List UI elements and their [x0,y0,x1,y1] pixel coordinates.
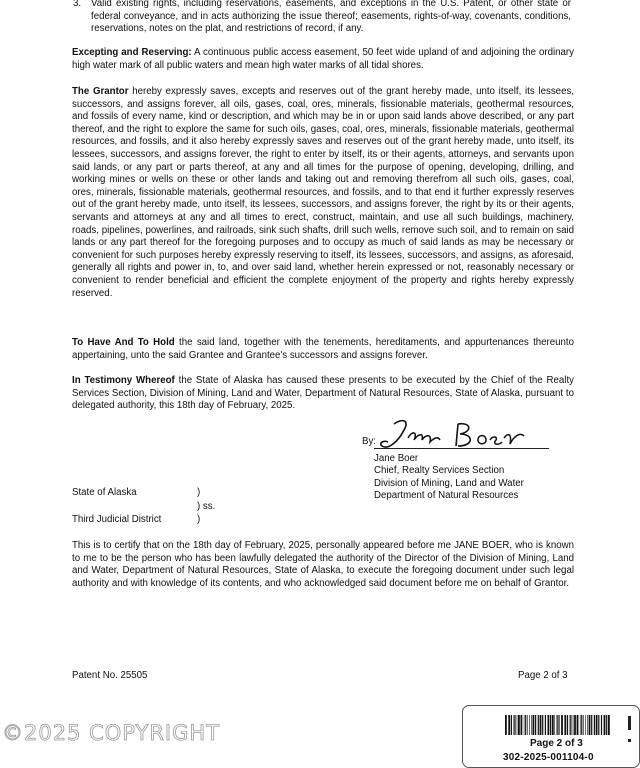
certification-paragraph: This is to certify that on the 18th day of February, 2025, personally appeared before me JANE BOER, who is known to me to be the person who has been lawfully delegated the authority of the Director of the Division of Mining, Land and Water, Department of Natural Resources, State of Alaska, to execute the foregoing document under such legal authority and with knowledge of its contents, and who acknowledged said document before me on behalf of Grantor. [72,540,574,589]
signature-by-label: By: [362,436,376,447]
stamp-dot [628,739,631,742]
excepting-heading: Excepting and Reserving: [72,47,192,58]
venue-ss: ) ss. [197,501,216,512]
venue-block [72,487,332,527]
list-item-3 [73,0,571,36]
signature-block [362,426,592,506]
copyright-watermark: ©2025 COPYRIGHT [2,721,221,745]
list-item-number: 3. [73,0,82,9]
venue-paren-close: ) [197,514,201,525]
grantor-text: hereby expressly saves, excepts and reserves out of the grant hereby made, unto itself, its lessees, successors, and assigns forever, all oils, gases, coal, ores, minerals, fissionable materials, geothermal resources, and fossils of every name, kind or description, and which may be in or upon said lands above described, or any part thereof, and the right to explore the same for such oils, gases, coal, ores, minerals, fissionable materials, geothermal resources, and fossils, and it also hereby expressly saves and reserves out of the grant hereby made, unto itself, its lessees, successors, and assigns forever, the right to enter by itself, its or their agents, attorneys, and servants upon said lands, or any part or parts thereof, at any and all times for the purpose of opening, developing, drilling, and working mines or wells on these or other lands and taking out and removing therefrom all such oils, gases, coal, ores, minerals, fissionable materials, geothermal resources, and fossils, and to that end it further expressly reserves out of the grant hereby made, unto itself, its lessees, successors, and assigns forever, the right by its or their agents, servants and attorneys at any and all times to erect, construct, maintain, and use all such buildings, machinery, roads, pipelines, powerlines, and railroads, sink such shafts, drill such wells, remove such soil, and to remain on said lands or any part thereof for the foregoing purposes and to occupy as much of said lands as may be necessary or convenient for such purposes hereby expressly reserving to itself, its lessees, successors, and assigns, as aforesaid, generally all rights and power in, to, and over said land, whether herein expressed or not, reasonably necessary or convenient to render beneficial and efficient the complete enjoyment of the property and rights hereby expressly reserved. [72,86,574,299]
list-item-text: Valid existing rights, including reservations, easements, and exceptions in the U.S. Patent, or other state or federal conveyance, and in acts authorizing the issue thereof; easements, rights-of-way, covenants, conditions, reservations, notes on the plat, and restrictions of record, if any. [91,0,571,35]
stamp-page-number: Page 2 of 3 [530,738,583,749]
signature-line [374,448,549,449]
patent-number: Patent No. 25505 [72,670,148,681]
signatory-division: Division of Mining, Land and Water [374,477,524,489]
recording-stamp [462,705,640,768]
excepting-paragraph [72,47,574,72]
signatory-department: Department of Natural Resources [374,489,519,501]
habendum-text: the said land, together with the tenements, hereditaments, and appurtenances thereunto appertaining, unto the said Grantee and Grantee's successors and assigns forever. [72,337,574,361]
testimony-text: the State of Alaska has caused these presents to be executed by the Chief of the Realty Services Section, Division of Mining, Land and Water, Department of Natural Resources, State of Alaska, pursuant to delegated authority, this 18th day of February, 2025. [72,375,574,412]
handwritten-signature [374,416,534,456]
stamp-mark [628,716,631,730]
barcode-icon [505,715,610,735]
venue-state: State of Alaska [72,487,137,498]
excepting-text: A continuous public access easement, 50 feet wide upland of and adjoining the ordinary high water mark of all public waters and mean high water marks of all tidal shores. [72,47,574,71]
signatory-details [374,453,524,502]
habendum-heading: To Have And To Hold [72,337,175,348]
habendum-paragraph [72,337,574,362]
testimony-paragraph [72,375,574,413]
testimony-heading: In Testimony Whereof [72,375,175,386]
venue-paren-open: ) [197,487,201,498]
grantor-paragraph [72,86,574,300]
signatory-title: Chief, Realty Services Section [374,465,505,477]
stamp-document-number: 302-2025-001104-0 [503,752,594,763]
grantor-heading: The Grantor [72,86,129,97]
venue-district: Third Judicial District [72,514,162,525]
page-number: Page 2 of 3 [518,670,568,681]
signatory-name: Jane Boer [374,453,419,464]
